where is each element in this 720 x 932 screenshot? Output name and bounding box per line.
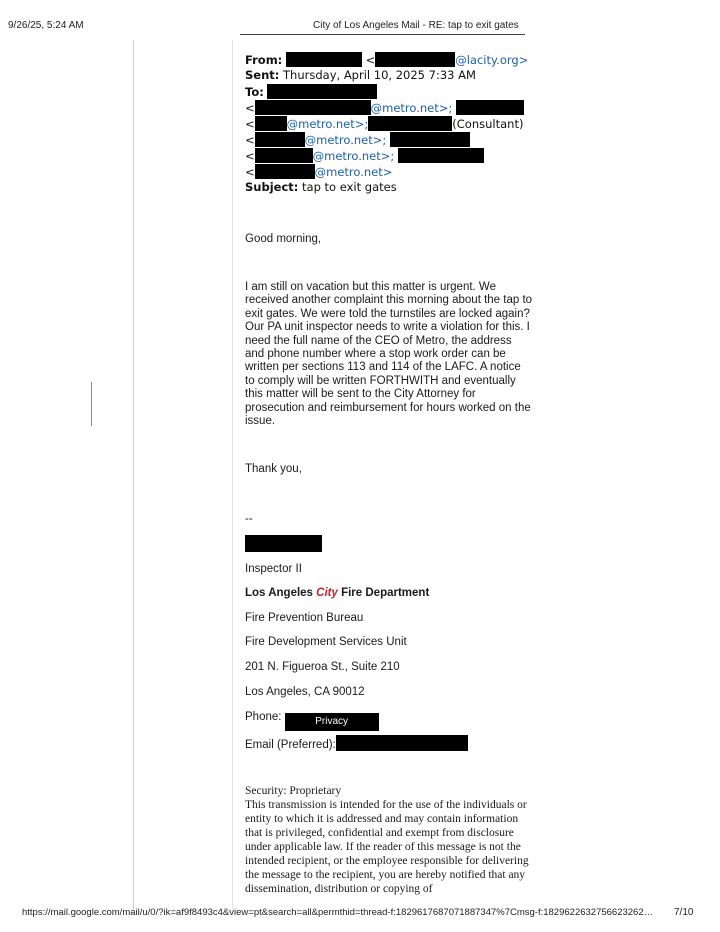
legal-text: This transmission is intended for the use of the individuals or entity to which it is addressed and may contain information that is privileged, confidential and exempt from disclosure under applicable law. If the reader of this message is not the intended recipient, or the employee responsible for delivering the message to the recipient, you are hereby notified that any dissemination, distribution or copying of bbox=[245, 799, 529, 895]
signature-phone bbox=[245, 711, 379, 731]
subject-value: tap to exit gates bbox=[302, 180, 397, 194]
recipient-line bbox=[245, 100, 524, 117]
header-rule bbox=[240, 34, 525, 35]
recipient-line bbox=[245, 148, 484, 165]
bracket: < bbox=[245, 101, 255, 115]
from-bracket: < bbox=[365, 53, 376, 67]
redaction-box bbox=[255, 132, 305, 147]
phone-redaction: Privacy bbox=[285, 713, 379, 731]
recipient-consultant: (Consultant) bbox=[452, 117, 524, 131]
org-suffix: Fire Department bbox=[337, 587, 430, 599]
print-footer-url: https://mail.google.com/mail/u/0/?ik=af9f8493c4&view=pt&search=all&permthid=thread-f:1829617687071887347%7Cmsg-f:1829622632756623262… bbox=[22, 907, 654, 918]
print-title: City of Los Angeles Mail - RE: tap to exit gates bbox=[313, 20, 519, 31]
redaction-box bbox=[286, 52, 362, 67]
scan-mark bbox=[91, 382, 92, 426]
redaction-box bbox=[375, 52, 455, 67]
sent-value: Thursday, April 10, 2025 7:33 AM bbox=[283, 68, 476, 82]
subject-label: Subject: bbox=[245, 180, 299, 194]
redaction-box bbox=[456, 100, 524, 115]
signature-dashes: -- bbox=[245, 513, 253, 525]
bracket: < bbox=[245, 133, 255, 147]
signature-email bbox=[245, 735, 468, 751]
redaction-box bbox=[390, 132, 470, 147]
recipient-domain: @metro.net>; bbox=[286, 117, 369, 131]
bracket: < bbox=[245, 117, 255, 131]
scan-margin-line bbox=[232, 40, 233, 910]
bracket: < bbox=[245, 165, 255, 179]
signature-title: Inspector II bbox=[245, 563, 302, 575]
subject-line bbox=[245, 180, 397, 196]
redaction-box bbox=[255, 148, 313, 163]
closing: Thank you, bbox=[245, 463, 302, 475]
greeting: Good morning, bbox=[245, 233, 322, 245]
from-email-domain: @lacity.org> bbox=[455, 53, 529, 67]
redaction-box bbox=[245, 535, 322, 552]
print-datetime: 9/26/25, 5:24 AM bbox=[8, 20, 84, 31]
signature-bureau: Fire Prevention Bureau bbox=[245, 612, 364, 624]
bracket: < bbox=[245, 149, 255, 163]
recipient-line bbox=[245, 164, 392, 181]
redaction-box bbox=[255, 164, 315, 179]
to-label: To: bbox=[245, 85, 264, 99]
scan-margin-line bbox=[133, 40, 134, 910]
email-label: Email (Preferred): bbox=[245, 739, 336, 751]
sent-line bbox=[245, 68, 476, 84]
redaction-box bbox=[398, 148, 484, 163]
org-prefix: Los Angeles bbox=[245, 587, 317, 599]
recipient-domain: @metro.net>; bbox=[370, 101, 453, 115]
to-line bbox=[245, 84, 377, 101]
from-line bbox=[245, 52, 528, 69]
redaction-box bbox=[255, 116, 287, 131]
recipient-domain: @metro.net>; bbox=[312, 149, 395, 163]
signature-address-line1: 201 N. Figueroa St., Suite 210 bbox=[245, 661, 400, 673]
redaction-box bbox=[368, 116, 452, 131]
sent-label: Sent: bbox=[245, 68, 280, 82]
message-paragraph: I am still on vacation but this matter is urgent. We received another complaint this morning about the tap to exit gates. We were told the turnstiles are locked again? Our PA unit inspector needs to write a violation for this. I need the full name of the CEO of Metro, the address and phone number where a stop work order can be written per sections 113 and 114 of the LAFC. A notice to comply will be written FORTHWITH and eventually this matter will be sent to the City Attorney for prosecution and reimbursement for hours worked on the issue. bbox=[245, 281, 533, 428]
redaction-box bbox=[336, 735, 468, 751]
org-city: City bbox=[316, 587, 338, 599]
signature-address-line2: Los Angeles, CA 90012 bbox=[245, 686, 365, 698]
redaction-box bbox=[255, 100, 371, 115]
signature-unit: Fire Development Services Unit bbox=[245, 636, 407, 648]
from-label: From: bbox=[245, 53, 283, 67]
recipient-line bbox=[245, 116, 523, 133]
recipient-line bbox=[245, 132, 470, 149]
signature-org bbox=[245, 587, 429, 599]
print-page-number: 7/10 bbox=[674, 907, 694, 918]
redaction-box bbox=[267, 84, 377, 99]
legal-heading: Security: Proprietary bbox=[245, 785, 342, 797]
recipient-domain: @metro.net> bbox=[314, 165, 393, 179]
recipient-domain: @metro.net>; bbox=[304, 133, 387, 147]
phone-label: Phone: bbox=[245, 711, 282, 723]
